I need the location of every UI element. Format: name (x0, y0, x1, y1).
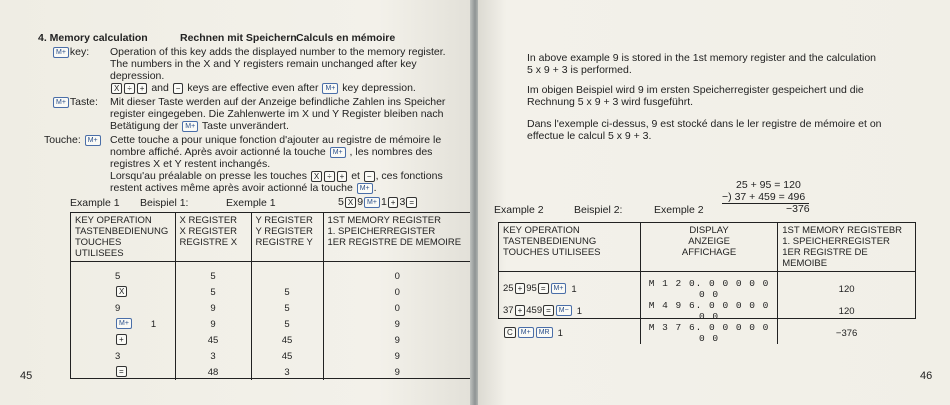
table-header (175, 213, 251, 262)
table-header (71, 213, 175, 262)
example2-table (498, 222, 916, 344)
operand: 95 (526, 283, 537, 295)
en-text-1: In above example 9 is stored in the 1st memory register and the calculation (527, 52, 877, 64)
en-line-4: X ÷ + and − keys are effective even after M+ key depression. (110, 82, 416, 94)
key-cell (499, 300, 640, 322)
header-line: X REGISTER (179, 226, 238, 237)
table-row (71, 348, 471, 364)
header-line: 1. SPEICHERREGISTER (782, 236, 890, 247)
left-page (0, 0, 474, 405)
x-register-cell: 3 (175, 348, 251, 364)
fr-line-5: restent actives même après avoir actionné la touche M+ . (110, 182, 377, 194)
memory-key-icon: M+ (116, 318, 132, 329)
key-arg: 1 (557, 327, 563, 339)
y-register-cell: 5 (251, 316, 323, 332)
mplus-key-icon: M+ (53, 97, 69, 108)
calc-key-icon: + (388, 197, 399, 208)
fr-line-2: nombre affiché. Après avoir actionné la touche M+ , les nombres des (110, 146, 433, 158)
en-key-label: M+ key: (52, 46, 89, 58)
header-line: DISPLAY (689, 225, 729, 236)
x-register-cell: 45 (175, 332, 251, 348)
memory-cell: 0 (394, 270, 400, 282)
mplus-key-icon: M+ (330, 147, 346, 158)
key-arg: 1 (576, 305, 582, 317)
display-cell: M 3 7 6. 0 0 0 0 0 0 0 (640, 322, 777, 344)
memory-cell: 0 (394, 286, 400, 298)
calc-key-icon: = (406, 197, 417, 208)
memory-cell: 0 (394, 302, 400, 314)
display-cell: M 1 2 0. 0 0 0 0 0 0 0 (640, 272, 777, 301)
table-row (499, 272, 915, 301)
x-key-icon: X (111, 83, 122, 94)
fr-line-1: Cette touche a pour unique fonction d'ajouter au registre de mémoire le (110, 134, 442, 146)
table-row (71, 316, 471, 332)
x-register-cell: 48 (175, 364, 251, 380)
key-digit: 3 (115, 350, 121, 362)
en-text-2: 5 x 9 + 3 is performed. (527, 64, 632, 76)
en-line-3: depression. (110, 70, 165, 82)
calc-result: −376 (786, 203, 810, 215)
header-line: 1ST MEMORY REGISTEBR (782, 225, 903, 236)
header-line: 1. SPEICHERREGISTER (327, 226, 436, 237)
example1-en: Example 1 (70, 197, 120, 209)
key-cell (71, 300, 175, 316)
sequence-digit: 1 (380, 196, 387, 208)
calc-key-icon: + (515, 283, 526, 294)
header-line: TOUCHES UTILISEES (503, 247, 601, 258)
header-line: TOUCHES UTILISEES (75, 237, 124, 259)
example2-en: Example 2 (494, 204, 544, 216)
section-title-de: Rechnen mit Speichern (180, 32, 297, 44)
key-digit: 9 (115, 302, 121, 314)
memory-cell: 9 (394, 366, 400, 378)
calc-key-icon: = (538, 283, 549, 294)
table-row (499, 322, 915, 344)
memory-cell: 9 (394, 334, 400, 346)
memory-key-icon: M+ (364, 197, 380, 208)
memory-cell: 120 (838, 283, 855, 295)
table-row (71, 332, 471, 348)
table-row (71, 284, 471, 300)
page-number-right: 46 (920, 370, 933, 382)
memory-cell: 9 (394, 350, 400, 362)
header-line: 1ST MEMORY REGISTER (327, 215, 441, 226)
minus-key-icon: − (173, 83, 184, 94)
calc-line-1: 25 + 95 = 120 (736, 179, 801, 191)
x-register-cell: 9 (175, 300, 251, 316)
display-cell: M 4 9 6. 0 0 0 0 0 0 0 (640, 300, 777, 322)
x-key-icon: X (311, 171, 322, 182)
table-header (778, 223, 915, 272)
key-cell (499, 272, 640, 301)
de-key-label: M+ Taste: (52, 96, 98, 108)
sequence-digit: 9 (357, 196, 364, 208)
memory-key-icon: MR (536, 327, 553, 338)
y-register-cell: 45 (251, 332, 323, 348)
y-register-cell: 3 (251, 364, 323, 380)
table-row (499, 300, 915, 322)
page-number-left: 45 (20, 370, 33, 382)
table-row (71, 262, 471, 285)
section-title: 4. Memory calculation (38, 32, 148, 44)
y-register-cell: 5 (251, 300, 323, 316)
header-line: Y REGISTER (255, 215, 313, 226)
en-line-2: The numbers in the X and Y registers remain unchanged after key (110, 58, 417, 70)
x-register-cell: 5 (175, 262, 251, 285)
memory-cell: −376 (835, 327, 858, 339)
plus-key-icon: + (337, 171, 348, 182)
mplus-key-icon: M+ (85, 135, 101, 146)
fr-line-3: registres X et Y restent inchangés. (110, 158, 271, 170)
calc-line-2: −) 37 + 459 = 496 (722, 191, 809, 204)
memory-key-icon: M+ (518, 327, 534, 338)
table-header (251, 213, 323, 262)
table-row (71, 300, 471, 316)
mplus-key-icon: M+ (322, 83, 338, 94)
header-line: Y REGISTER (255, 226, 313, 237)
memory-key-icon: M− (556, 305, 572, 316)
header-line: KEY OPERATION (75, 215, 152, 226)
section-title-fr: Calculs en mémoire (296, 32, 396, 44)
de-line-3: Betätigung der M+ Taste unverändert. (110, 120, 289, 132)
memory-cell: 120 (838, 305, 855, 317)
mplus-key-icon: M+ (182, 121, 198, 132)
table-header (640, 223, 777, 272)
fr-text-2: effectue le calcul 5 x 9 + 3. (527, 130, 652, 142)
calc-key-icon: C (504, 327, 516, 338)
sequence-digit: 5 (338, 196, 344, 208)
calc-key-icon: + (515, 305, 526, 316)
y-register-cell: 45 (251, 348, 323, 364)
calc-key-icon: X (345, 197, 356, 208)
fr-key-label: Touche: M+ (44, 134, 102, 146)
divide-key-icon: ÷ (324, 171, 334, 182)
header-line: REGISTRE Y (255, 237, 313, 248)
de-line-1: Mit dieser Taste werden auf der Anzeige befindliche Zahlen ins Speicher (110, 96, 446, 108)
sequence-digit: 3 (399, 196, 406, 208)
key-cell (71, 332, 175, 348)
divide-key-icon: ÷ (124, 83, 134, 94)
example1-fr: Exemple 1 (226, 197, 276, 209)
example1-de: Beispiel 1: (140, 197, 189, 209)
mplus-key-icon: M+ (53, 47, 69, 58)
key-cell (71, 364, 175, 380)
fr-line-4: Lorsqu'au préalable on presse les touches X ÷ + et − , ces fonctions (110, 170, 443, 182)
header-line: 1ER REGISTRE DE MEMOIRE (327, 237, 462, 248)
fr-text-1: Dans l'exemple ci-dessus, 9 est stocké dans le ler registre de mémoire et on (527, 118, 882, 130)
key-cell (71, 348, 175, 364)
header-line: TASTENBEDIENUNG (503, 236, 597, 247)
key-digit: 5 (115, 270, 121, 282)
operand: 25 (503, 283, 514, 295)
memory-cell: 9 (394, 318, 400, 330)
y-register-cell (251, 262, 323, 285)
key-arg: 1 (571, 283, 577, 295)
header-line: AFFICHAGE (681, 247, 737, 258)
key-cell (71, 262, 175, 285)
mplus-key-icon: M+ (357, 183, 373, 194)
plus-key-icon: + (137, 83, 148, 94)
header-line: REGISTRE X (179, 237, 238, 248)
de-text-2: Rechnung 5 x 9 + 3 wird fusgeführt. (527, 96, 694, 108)
de-line-2: register eingegeben. Die Zahlenwerte im X und Y Register bleiben nach (110, 108, 444, 120)
table-header (323, 213, 471, 262)
de-text-1: Im obigen Beispiel wird 9 im ersten Speicherregister gespeichert und die (527, 84, 864, 96)
table-row (71, 364, 471, 380)
key-arg: 1 (150, 318, 157, 330)
minus-key-icon: − (364, 171, 375, 182)
calc-key-icon: X (116, 286, 127, 297)
example2-de: Beispiel 2: (574, 204, 623, 216)
example2-fr: Exemple 2 (654, 204, 704, 216)
key-cell (71, 284, 175, 300)
header-line: TASTENBEDIENUNG (75, 226, 169, 237)
header-line: X REGISTER (179, 215, 238, 226)
calc-key-icon: + (116, 334, 127, 345)
memory-key-icon: M+ (551, 283, 567, 294)
key-cell (71, 316, 175, 332)
y-register-cell: 5 (251, 284, 323, 300)
operand: 37 (503, 305, 514, 317)
operand: 459 (526, 305, 543, 317)
right-page (478, 0, 950, 405)
table-header (499, 223, 640, 272)
en-line-1: Operation of this key adds the displayed number to the memory register. (110, 46, 446, 58)
x-register-cell: 9 (175, 316, 251, 332)
header-line: 1ER REGISTRE DE MEMOIBE (782, 247, 868, 269)
example1-table (70, 212, 472, 379)
calc-key-icon: = (116, 366, 127, 377)
header-line: KEY OPERATION (503, 225, 580, 236)
calc-key-icon: = (543, 305, 554, 316)
header-line: ANZEIGE (688, 236, 730, 247)
x-register-cell: 5 (175, 284, 251, 300)
key-cell (499, 322, 640, 344)
example1-sequence (338, 196, 418, 208)
